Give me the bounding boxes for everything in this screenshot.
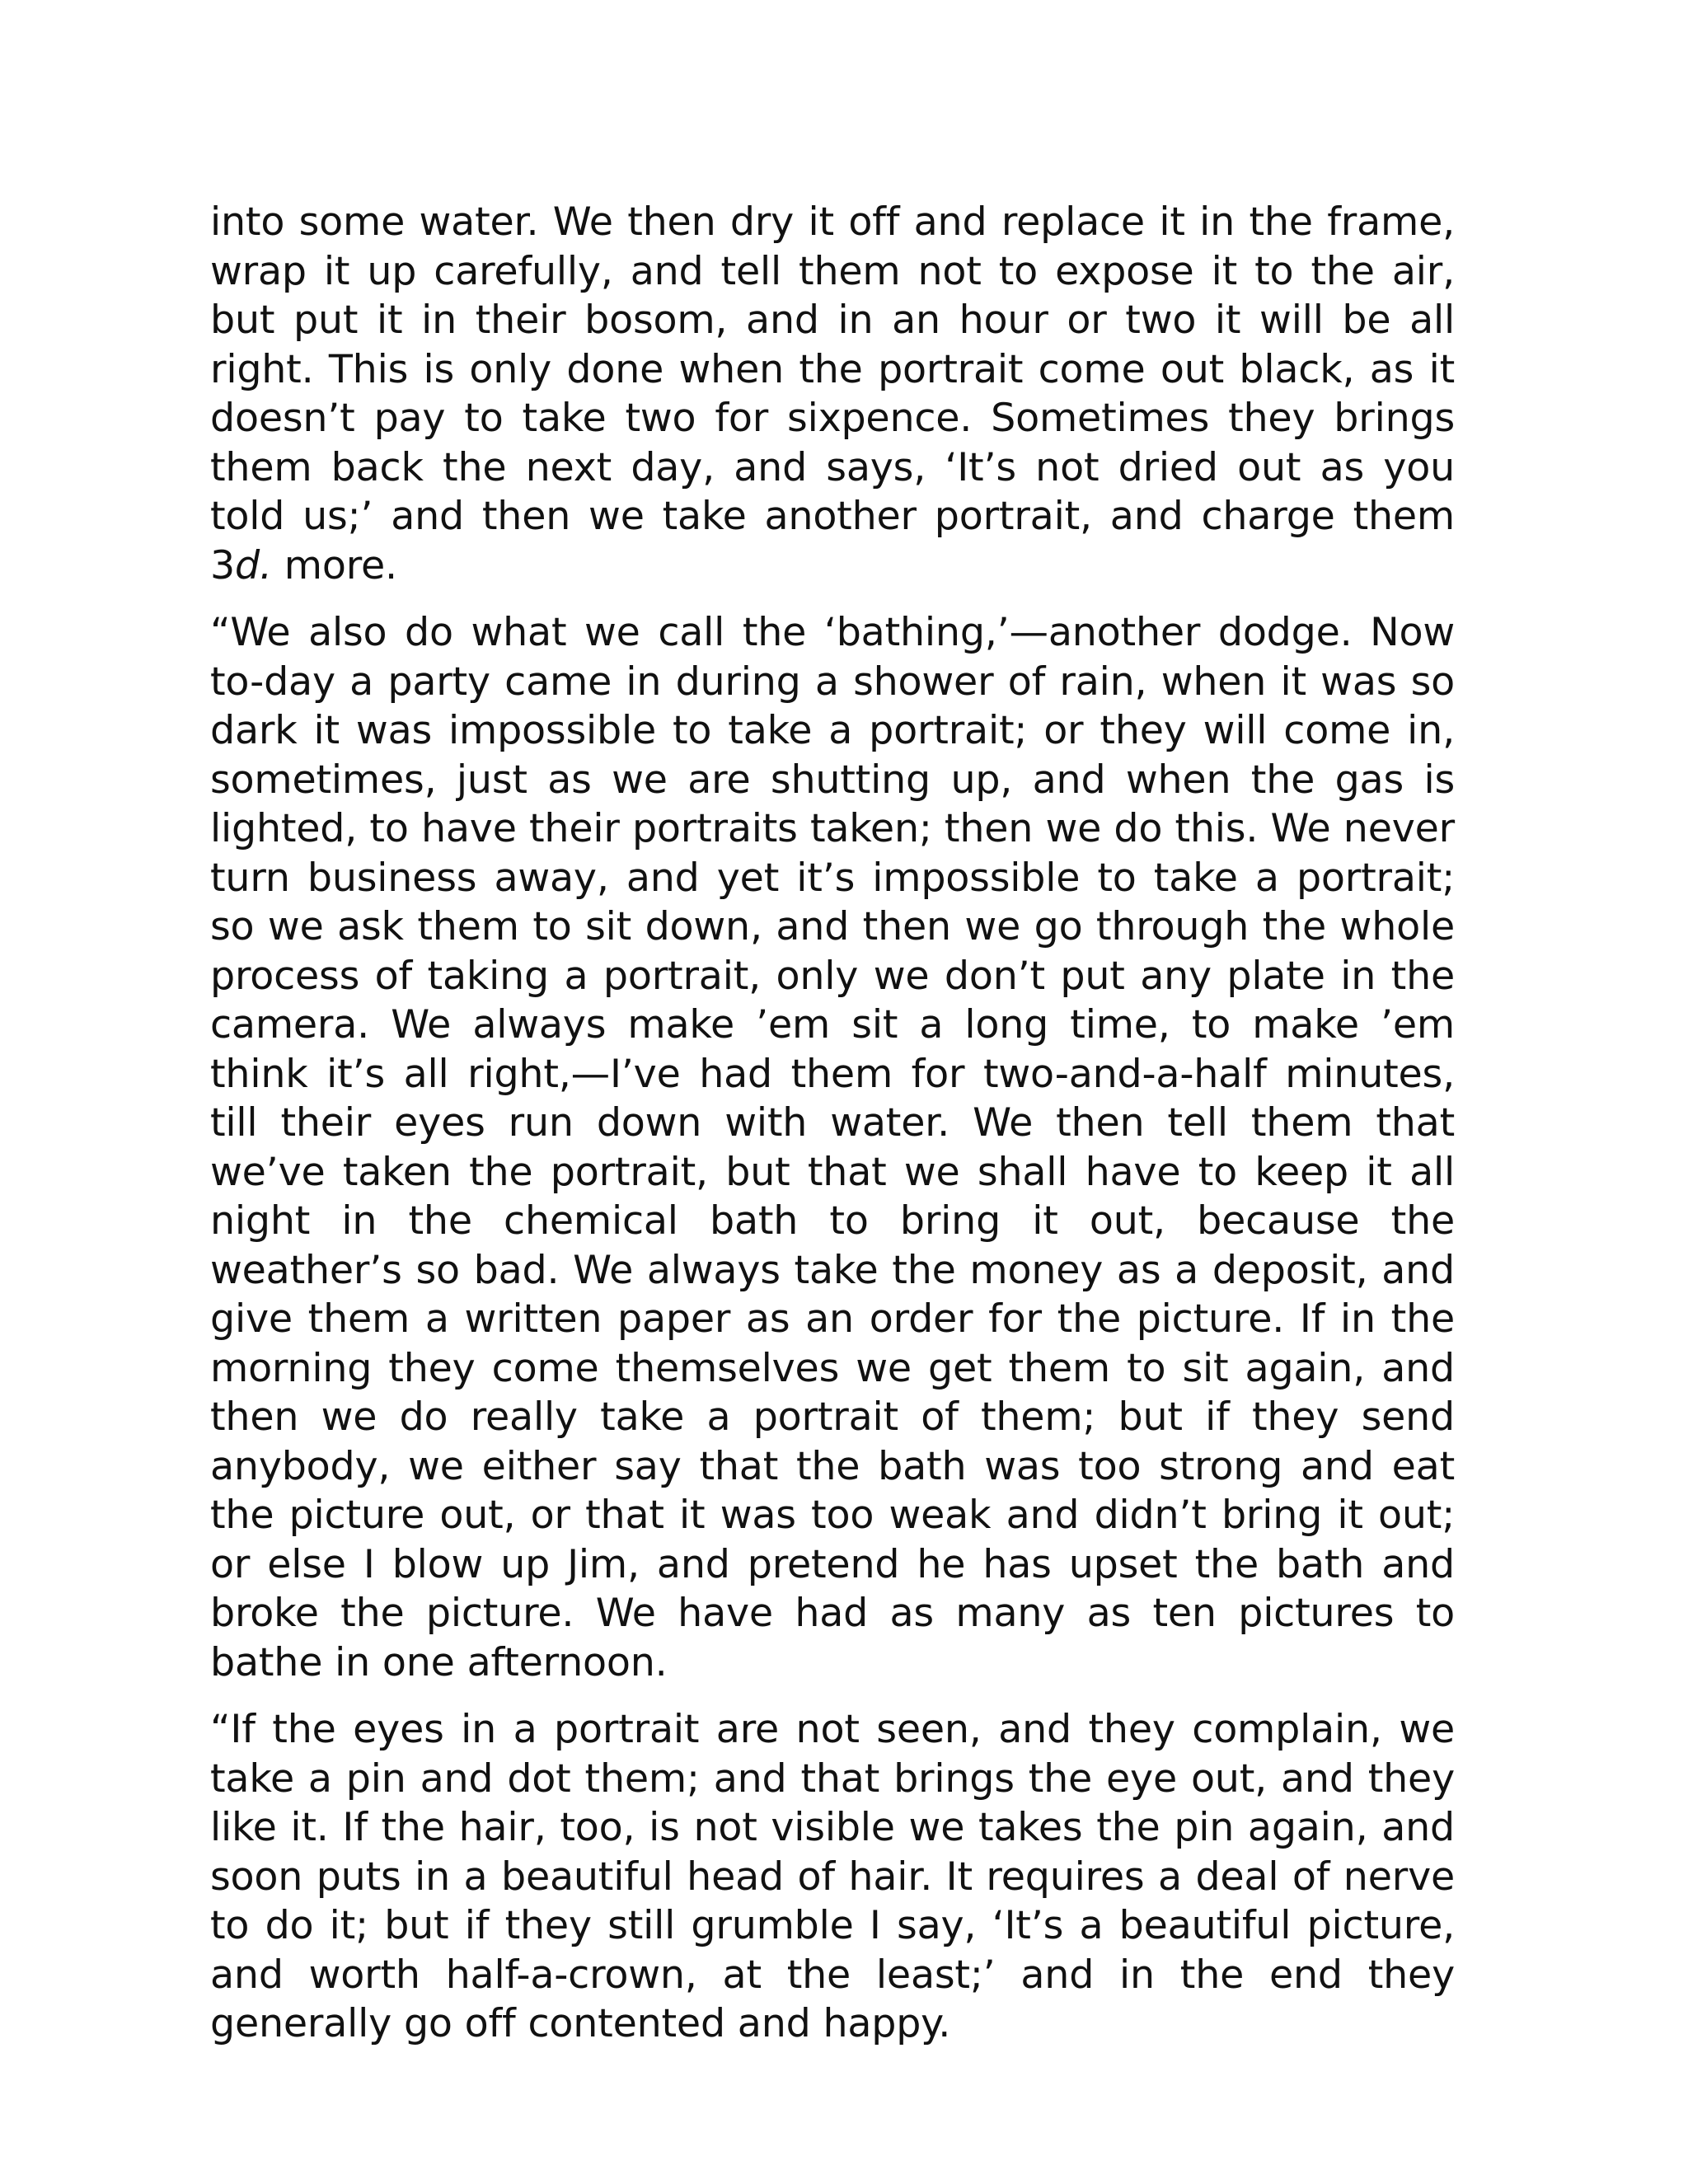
paragraph-1-text: into some water. We then dry it off and replace it in the frame, wrap it up carefully, and tell them not to expose it to the air, but put it in their bosom, and in an hour or two it will be all right. This is only done when the portrait come out black, as it doesn’t pay to take two for sixpence. Sometimes they brings them back the next day, and says, ‘It’s not dried out as you told us;’ and then we take another portrait, and charge them 3 bbox=[210, 199, 1455, 588]
document-page bbox=[210, 198, 1455, 2067]
paragraph-1 bbox=[210, 198, 1455, 590]
paragraph-1-tail: more. bbox=[271, 542, 397, 588]
paragraph-1-italic: d. bbox=[235, 542, 272, 588]
paragraph-3: “If the eyes in a portrait are not seen, and they complain, we take a pin and dot them; and that brings the eye out, and they like it. If the hair, too, is not visible we takes the pin again, and soon puts in a beautiful head of hair. It requires a deal of nerve to do it; but if they still grumble I say, ‘It’s a beautiful picture, and worth half-a-crown, at the least;’ and in the end they generally go off contented and happy. bbox=[210, 1707, 1455, 2046]
paragraph-2: “We also do what we call the ‘bathing,’—another dodge. Now to-day a party came in during a shower of rain, when it was so dark it was impossible to take a portrait; or they will come in, sometimes, just as we are shutting up, and when the gas is lighted, to have their portraits taken; then we do this. We never turn business away, and yet it’s impossible to take a portrait; so we ask them to sit down, and then we go through the whole process of taking a portrait, only we don’t put any plate in the camera. We always make ’em sit a long time, to make ’em think it’s all right,—I’ve had them for two-and-a-half minutes, till their eyes run down with water. We then tell them that we’ve taken the portrait, but that we shall have to keep it all night in the chemical bath to bring it out, because the weather’s so bad. We always take the money as a deposit, and give them a written paper as an order for the picture. If in the morning they come themselves we get them to sit again, and then we do really take a portrait of them; but if they send anybody, we either say that the bath was too strong and eat the picture out, or that it was too weak and didn’t bring it out; or else I blow up Jim, and pretend he has upset the bath and broke the picture. We have had as many as ten pictures to bathe in one afternoon. bbox=[210, 610, 1455, 1685]
